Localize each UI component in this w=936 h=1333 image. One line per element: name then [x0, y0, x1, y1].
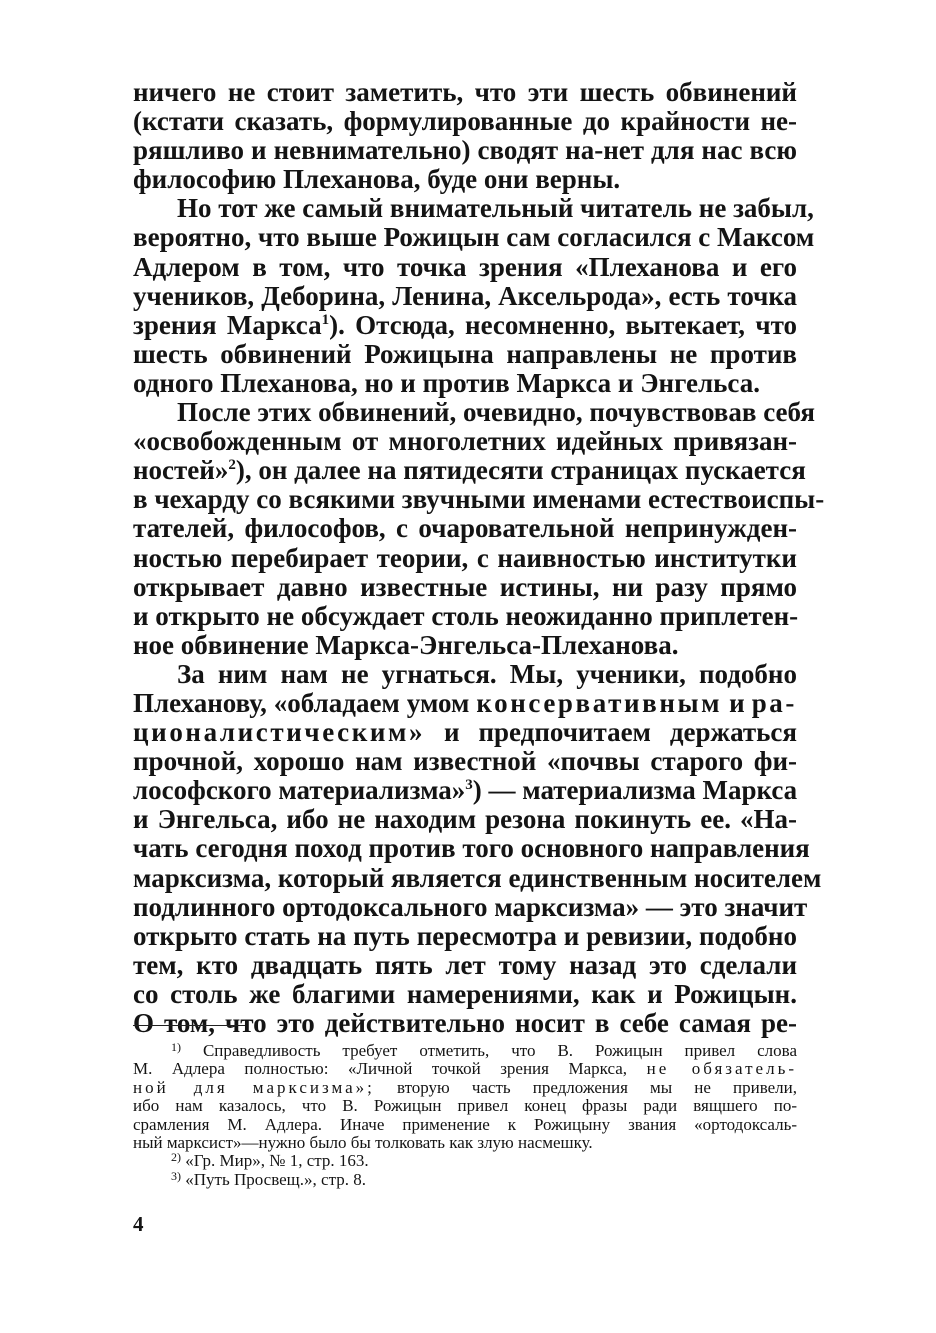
text-fragment: ностей» [133, 455, 229, 486]
text-line: и Энгельса, ибо не находим резона покинуть ее. «На- [133, 804, 797, 835]
footnote-line [133, 1168, 797, 1189]
paragraph-1 [133, 78, 797, 194]
spaced-emphasis: ционалистическим» [133, 717, 426, 748]
spaced-emphasis: консервативным [476, 687, 723, 718]
text-line: ностью перебирает теории, с наивностью институтки [133, 542, 797, 573]
text-fragment: Плеханову, «обладаем умом [133, 687, 470, 718]
text-line: Но тот же самый внимательный читатель не забыл, [177, 193, 814, 224]
footnote-ref-1[interactable]: 1 [321, 311, 330, 328]
footnote-line: срамления М. Адлера. Иначе применение к Рожицыну звания «ортодоксаль- [133, 1114, 797, 1134]
text-line: тателей, философов, с очаровательной непринужден- [133, 513, 797, 544]
footnote-number: 3) [171, 1168, 181, 1183]
text-fragment: и предпочитаем держаться [444, 717, 798, 748]
paragraph-4 [133, 658, 822, 1038]
footnote-line [133, 1152, 797, 1170]
footnote-line [133, 1079, 797, 1097]
text-line: тем, кто двадцать пять лет тому назад это сделали [133, 949, 797, 980]
text-line: шесть обвинений Рожицына направлены не против [133, 338, 797, 369]
text-line: философию Плеханова, буде они верны. [133, 164, 621, 195]
text-line: Адлером в том, что точка зрения «Плеханова и его [133, 251, 797, 282]
text-fragment: «Гр. Мир», № 1, стр. 163. [185, 1151, 369, 1171]
paragraph-3 [133, 397, 825, 660]
footnote-ref-3[interactable]: 3 [465, 777, 473, 794]
text-line [133, 776, 797, 805]
text-line: После этих обвинений, очевидно, почувствовав себя [177, 397, 815, 428]
text-line: одного Плеханова, но и против Маркса и Энгельса. [133, 367, 760, 398]
footnote-line: ный марксист»—нужно было бы толковать как злую насмешку. [133, 1133, 593, 1153]
text-line: ное обвинение Маркса-Энгельса-Плеханова. [133, 629, 679, 660]
text-fragment: М. Адлера полностью: «Личной точкой зрения Маркса, [133, 1059, 628, 1079]
text-fragment: зрения Маркса [133, 309, 322, 340]
spaced-emphasis: не обязатель- [646, 1059, 798, 1079]
text-line: учеников, Деборина, Ленина, Аксельрода», есть точка [133, 280, 797, 311]
text-line: со столь же благими намерениями, как и Рожицын. [133, 978, 797, 1009]
text-fragment: вторую часть предложения мы не привели, [396, 1077, 798, 1097]
paragraph-2 [133, 193, 815, 398]
footnote-ref-2[interactable]: 2 [228, 457, 236, 474]
text-line: За ним нам не угнаться. Мы, ученики, подобно [177, 658, 797, 689]
text-line: «освобожденным от многолетних идейных привязан- [133, 426, 797, 457]
text-fragment: ). Отсюда, несомненно, вытекает, что [329, 309, 797, 340]
text-fragment: ) — материализма Маркса [472, 775, 798, 806]
text-line: марксизма, который является единственным носителем [133, 862, 822, 893]
footnote-line [133, 1060, 797, 1078]
footnote-line [133, 1042, 797, 1060]
spaced-emphasis: ной для марксизма»; [133, 1077, 375, 1097]
text-fragment: ), он далее на пятидесяти страницах пускается [235, 455, 806, 486]
text-line: (кстати сказать, формулированные до крайности не- [133, 106, 797, 137]
spaced-emphasis: ра- [751, 687, 797, 718]
footnotes [133, 1042, 797, 1189]
text-fragment: и [729, 687, 745, 718]
text-line: О том, что это действительно носит в себе самая ре- [133, 1008, 797, 1038]
text-fragment: «Путь Просвещ.», стр. 8. [185, 1169, 366, 1189]
text-line: подлинного ортодоксального марксизма» — это значит [133, 891, 808, 922]
footnote-3 [133, 1168, 797, 1189]
text-line [133, 311, 797, 340]
text-fragment: лософского материализма» [133, 775, 466, 806]
text-line: открывает давно известные истины, ни разу прямо [133, 571, 797, 602]
text-line [133, 718, 797, 747]
footnote-line: ибо нам казалось, что В. Рожицын привел конец фразы ради вящшего по- [133, 1096, 797, 1116]
text-line: чать сегодня поход против того основного направления [133, 833, 810, 864]
text-fragment: Справедливость требует отметить, что В. Рожицын привел слова [202, 1041, 797, 1060]
text-line [133, 689, 797, 718]
footnote-number: 2) [171, 1150, 181, 1165]
page-number: 4 [133, 1212, 144, 1236]
text-line: ряшливо и невнимательно) сводят на-нет для нас всю [133, 135, 797, 166]
text-line: в чехарду со всякими звучными именами естествоиспы- [133, 484, 825, 515]
main-text [133, 77, 825, 1038]
text-line: и открыто не обсуждает столь неожиданно приплетен- [133, 600, 799, 631]
text-line: прочной, хорошо нам известной «почвы старого фи- [133, 746, 797, 777]
text-line: вероятно, что выше Рожицын сам согласился с Максом [133, 222, 815, 253]
footnote-1 [133, 1042, 797, 1152]
footnote-number: 1) [171, 1040, 181, 1054]
footnote-2 [133, 1152, 797, 1170]
text-line: ничего не стоит заметить, что эти шесть обвинений [133, 77, 797, 107]
text-line: открыто стать на путь пересмотра и ревизии, подобно [133, 920, 797, 951]
footnote-separator [133, 1025, 245, 1026]
text-line [133, 455, 806, 486]
